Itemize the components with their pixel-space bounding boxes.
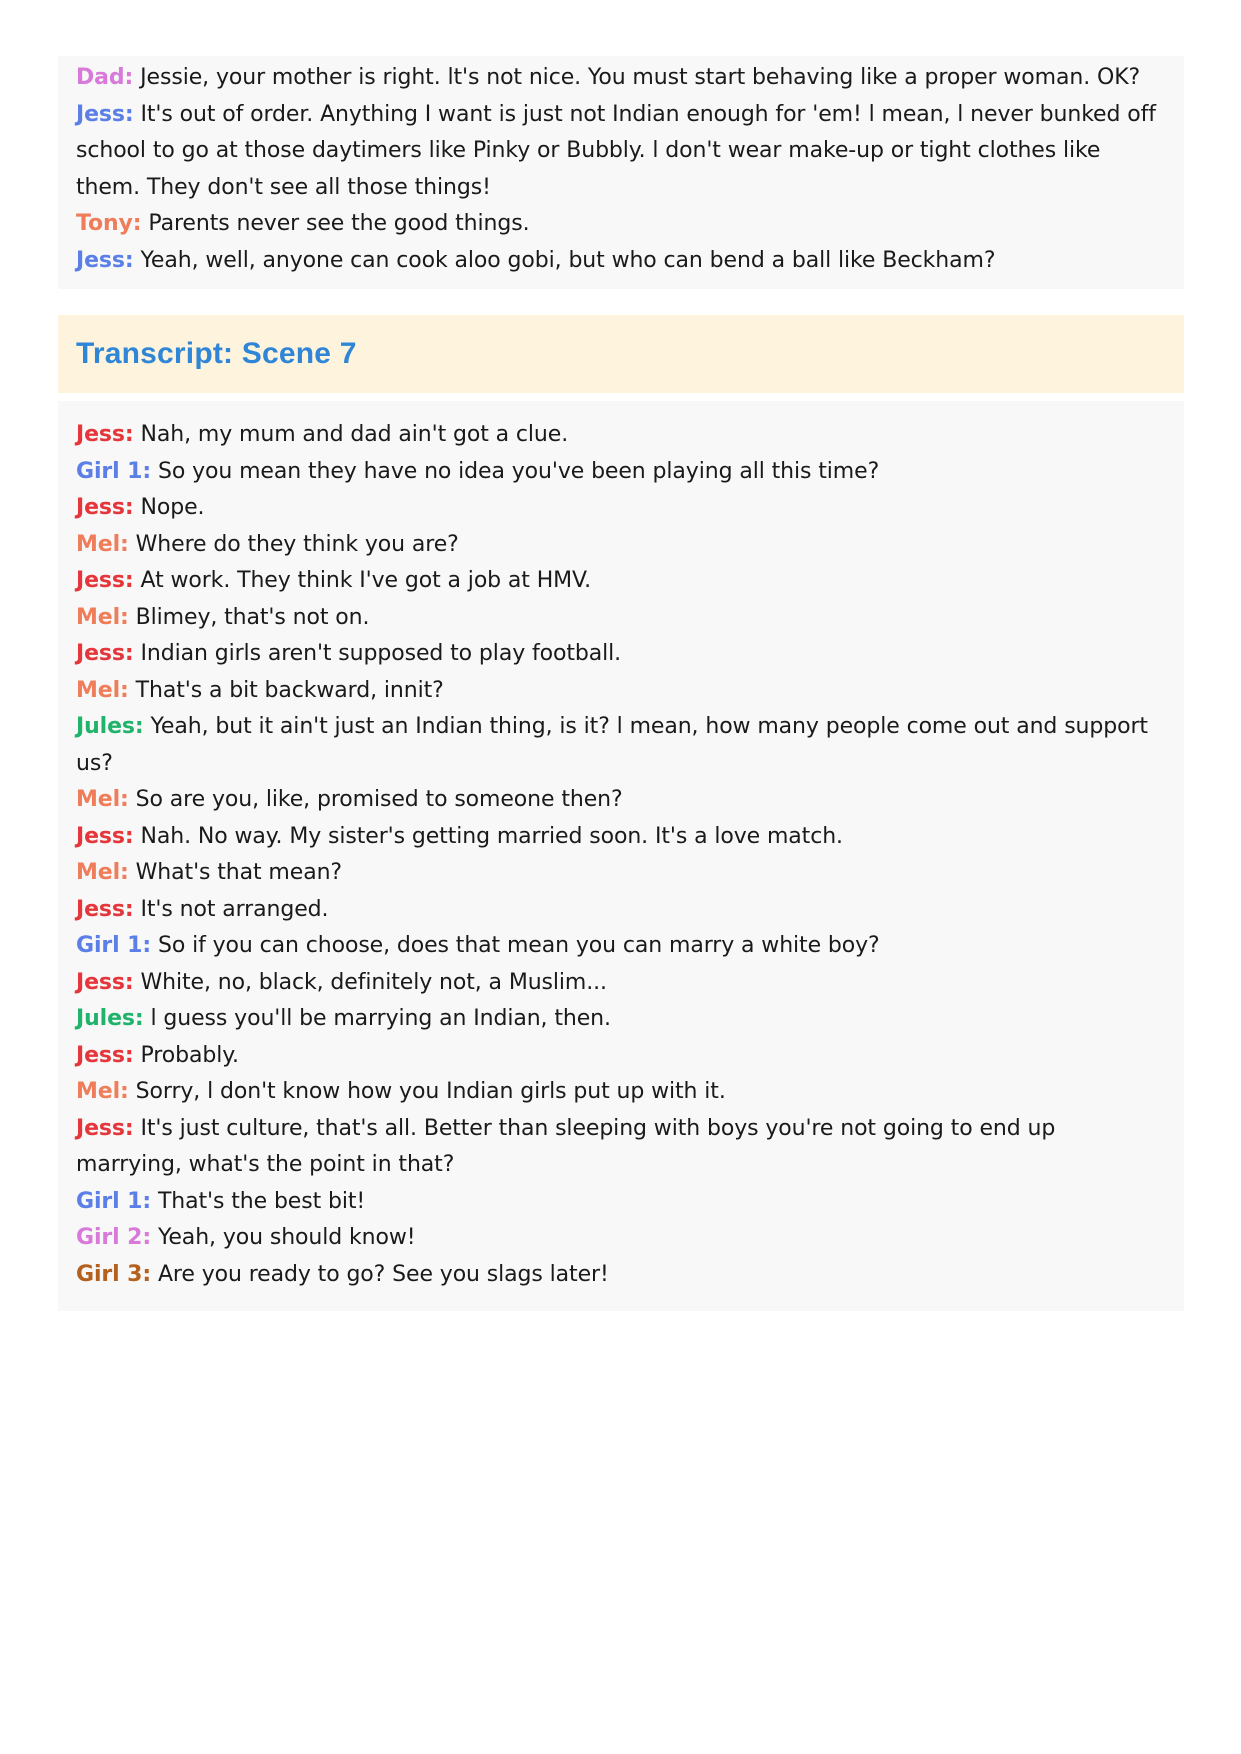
dialogue-text: Yeah, but it ain't just an Indian thing, is it? l mean, how many people come out and support us? — [76, 714, 1148, 776]
speaker-name: Jess: — [76, 422, 134, 447]
speaker-name: Jules: — [76, 1006, 144, 1031]
dialogue-text: Jessie, your mother is right. lt's not nice. You must start behaving like a proper woman. OK? — [133, 65, 1141, 90]
dialogue-line — [76, 454, 1166, 491]
speaker-name: Girl 1: — [76, 1188, 152, 1214]
dialogue-text: Probably. — [133, 1042, 239, 1068]
speaker-name: Jess: — [76, 641, 134, 666]
dialogue-line — [76, 206, 1166, 243]
dialogue-text: Nope. — [133, 495, 205, 520]
dialogue-text: So are you, like, promised to someone then? — [128, 787, 623, 812]
dialogue-text: That's a bit backward, innit? — [128, 677, 444, 703]
dialogue-text: White, no, black, definitely not, a Muslim... — [133, 969, 607, 995]
dialogue-line — [76, 636, 1166, 673]
dialogue-line — [76, 855, 1166, 892]
dialogue-line — [76, 1184, 1166, 1221]
dialogue-text: Yeah, you should know! — [151, 1225, 416, 1250]
speaker-name: Jules: — [76, 714, 144, 739]
dialogue-text: Nah. No way. My sister's getting married soon. It's a love match. — [133, 823, 843, 849]
dialogue-text: Yeah, well, anyone can cook aloo gobi, but who can bend a ball like Beckham? — [133, 247, 996, 273]
speaker-name: Mel: — [76, 1079, 129, 1104]
dialogue-line — [76, 928, 1166, 965]
dialogue-line — [76, 97, 1166, 207]
dialogue-text: It's out of order. Anything I want is just not Indian enough for 'em! l mean, l never bunked off school to go at those daytimers like Pinky or Bubbly. l don't wear make-up or tight clothes like them. They don't see all those things! — [76, 101, 1156, 200]
dialogue-line — [76, 490, 1166, 527]
speaker-name: Jess: — [76, 101, 134, 127]
speaker-name: Girl 3: — [76, 1261, 152, 1287]
dialogue-text: Sorry, l don't know how you Indian girls put up with it. — [128, 1079, 726, 1104]
speaker-name: Mel: — [76, 860, 129, 885]
dialogue-text: Where do they think you are? — [128, 531, 459, 557]
dialogue-line — [76, 563, 1166, 600]
dialogue-line — [76, 243, 1166, 280]
dialogue-line — [76, 1074, 1166, 1111]
dialogue-line — [76, 417, 1166, 454]
dialogue-text: So if you can choose, does that mean you can marry a white boy? — [151, 933, 880, 958]
dialogue-text: At work. They think I've got a job at HMV. — [133, 568, 592, 593]
dialogue-text: l guess you'll be marrying an Indian, then. — [143, 1006, 611, 1031]
speaker-name: Jess: — [76, 1042, 134, 1068]
speaker-name: Mel: — [76, 531, 129, 557]
dialogue-line — [76, 1111, 1166, 1184]
speaker-name: Dad: — [76, 65, 134, 90]
dialogue-text: That's the best bit! — [151, 1188, 366, 1214]
dialogue-line — [76, 1220, 1166, 1257]
transcript-page — [58, 56, 1184, 1311]
dialogue-text: It's just culture, that's all. Better than sleeping with boys you're not going to end up marrying, what's the point in that? — [76, 1115, 1056, 1177]
dialogue-line — [76, 782, 1166, 819]
dialogue-text: Nah, my mum and dad ain't got a clue. — [133, 422, 569, 447]
speaker-name: Jess: — [76, 495, 134, 520]
speaker-name: Jess: — [76, 896, 134, 922]
dialogue-line — [76, 1038, 1166, 1075]
dialogue-line — [76, 527, 1166, 564]
dialogue-line — [76, 673, 1166, 710]
dialogue-line — [76, 965, 1166, 1002]
dialogue-text: Are you ready to go? See you slags later! — [151, 1261, 609, 1287]
speaker-name: Mel: — [76, 604, 129, 630]
speaker-name: Jess: — [76, 969, 134, 995]
speaker-name: Mel: — [76, 677, 129, 703]
dialogue-text: So you mean they have no idea you've been playing all this time? — [151, 458, 880, 484]
speaker-name: Jess: — [76, 1115, 134, 1141]
speaker-name: Jess: — [76, 823, 134, 849]
dialogue-line — [76, 1001, 1166, 1038]
speaker-name: Girl 1: — [76, 933, 152, 958]
speaker-name: Girl 1: — [76, 458, 152, 484]
dialogue-text: Blimey, that's not on. — [128, 604, 370, 630]
dialogue-text: Parents never see the good things. — [141, 211, 530, 236]
speaker-name: Jess: — [76, 568, 134, 593]
speaker-name: Mel: — [76, 787, 129, 812]
scene-7-title: Transcript: Scene 7 — [76, 337, 357, 370]
dialogue-line — [76, 709, 1166, 782]
scene-7-header — [58, 315, 1184, 393]
scene-6-dialogue-block — [58, 56, 1184, 289]
dialogue-line — [76, 600, 1166, 637]
dialogue-text: Indian girls aren't supposed to play football. — [133, 641, 622, 666]
scene-7-dialogue-block — [58, 401, 1184, 1311]
dialogue-text: What's that mean? — [128, 860, 343, 885]
speaker-name: Jess: — [76, 247, 134, 273]
dialogue-line — [76, 1257, 1166, 1294]
dialogue-line — [76, 819, 1166, 856]
speaker-name: Tony: — [76, 211, 142, 236]
dialogue-line — [76, 892, 1166, 929]
speaker-name: Girl 2: — [76, 1225, 152, 1250]
dialogue-line — [76, 60, 1166, 97]
dialogue-text: It's not arranged. — [133, 896, 329, 922]
